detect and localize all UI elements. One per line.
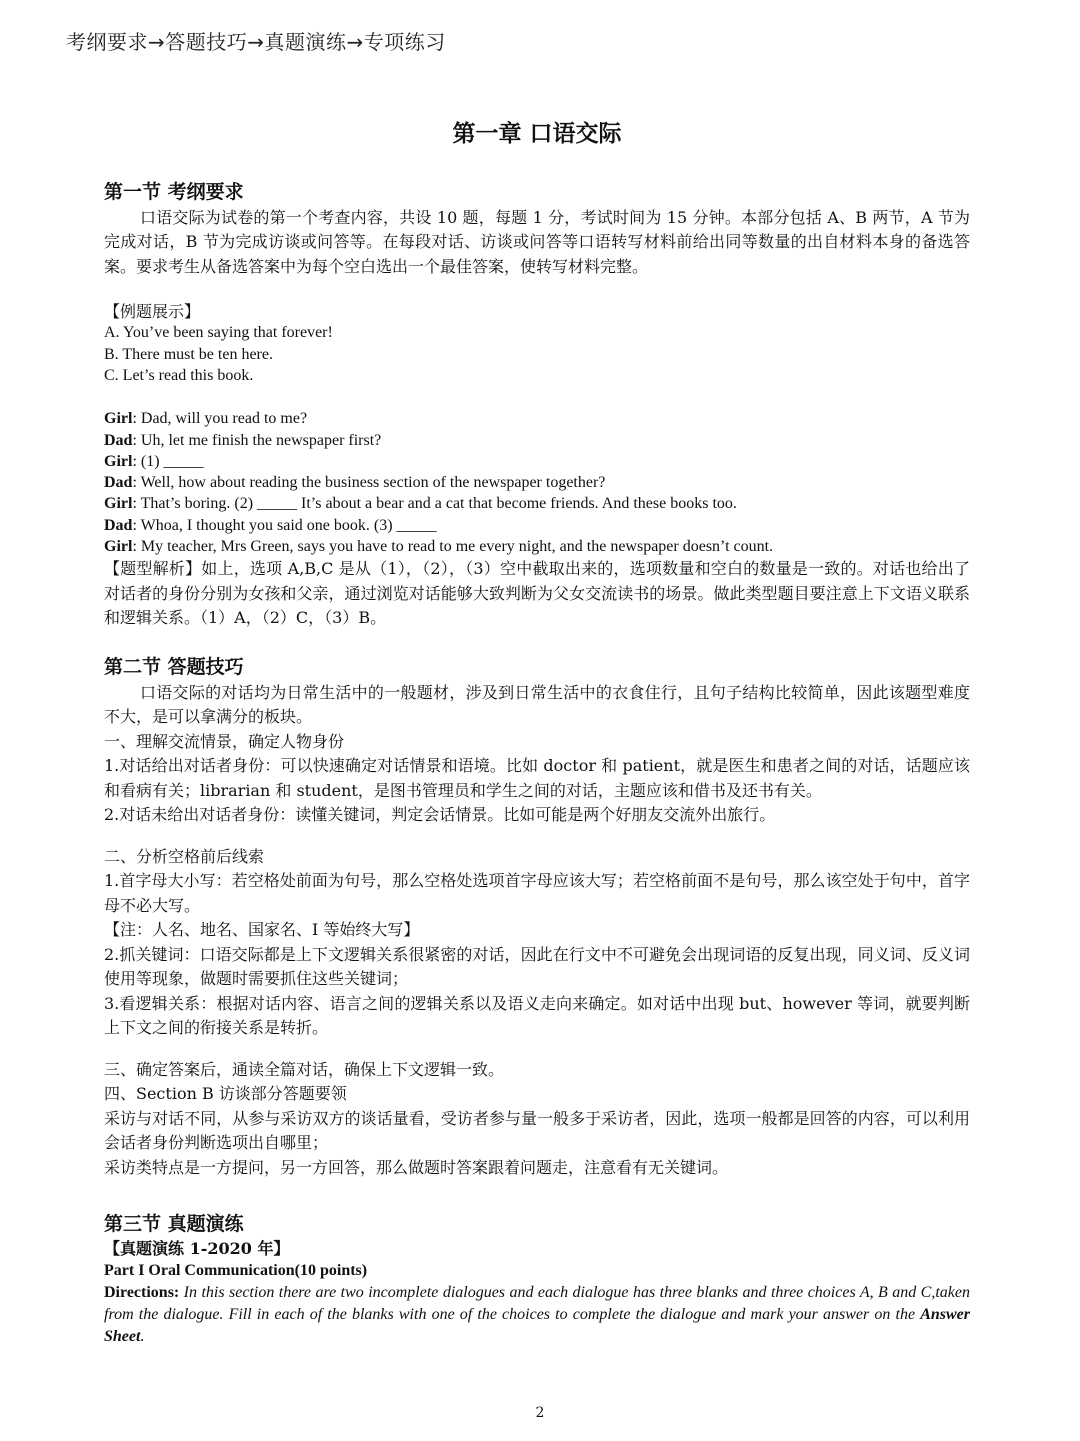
dialogue-line (104, 408, 970, 429)
tip2-item2: 2.抓关键词：口语交际都是上下文逻辑关系很紧密的对话，因此在行文中不可避免会出现词语的反复出现，同义词、反义词使用等现象，做题时需要抓住这些关键词； (104, 944, 970, 989)
directions-end: . (140, 1328, 145, 1346)
tip2-note: 【注：人名、地名、国家名、I 等始终大写】 (104, 920, 420, 940)
directions-text: In this section there are two incomplete dialogues and each dialogue has three blanks and three choices A, B and C,taken from the dialogue. Fill in each of the blanks with one of the choices to complete the dialogue and mark your answer on the (104, 1284, 970, 1324)
document-page (104, 120, 970, 1348)
utterance: : (1) _____ (132, 452, 204, 470)
page-number: 2 (535, 1405, 545, 1421)
option-a: A. You’ve been saying that forever! (104, 324, 333, 342)
dialogue-line (104, 451, 970, 472)
utterance: : That’s boring. (2) _____ It’s about a bear and a cat that become friends. And these books too. (132, 495, 737, 513)
tip2-item1: 1.首字母大小写：若空格处前面为句号，那么空格处选项首字母应该大写；若空格前面不是句号，那么该空处于句中，首字母不必大写。 (104, 871, 970, 915)
section1-intro: 口语交际为试卷的第一个考查内容，共设 10 题，每题 1 分，考试时间为 15 分钟。本部分包括 A、B 两节，A 节为完成对话，B 节为完成访谈或问答等。在每段对话、访谈或问答等口语转写材料前给出同等数量的出自材料本身的备选答案。要求考生从备选答案中为每个空白选出一个最佳答案，使转写材料完整。 (104, 207, 970, 276)
exercise-label: 【真题演练 1-2020 年】 (104, 1239, 290, 1259)
dialogue-line (104, 430, 970, 451)
tip4-para1: 采访与对话不同，从参与采访双方的谈话量看，受访者参与量一般多于采访者，因此，选项一般都是回答的内容，可以利用会话者身份判断选项出自哪里； (104, 1108, 970, 1153)
chapter-title: 第一章 口语交际 (452, 120, 622, 147)
tip4-title: 四、Section B 访谈部分答题要领 (104, 1084, 347, 1104)
speaker: Dad (104, 431, 133, 449)
tip2-title: 二、分析空格前后线索 (104, 846, 265, 866)
speaker: Dad (104, 474, 133, 492)
example-dialogue (104, 408, 970, 557)
tip3-title: 三、确定答案后，通读全篇对话，确保上下文逻辑一致。 (104, 1059, 505, 1079)
tip1-title: 一、理解交流情景，确定人物身份 (104, 731, 345, 751)
tip1-item1: 1.对话给出对话者身份：可以快速确定对话情景和语境。比如 doctor 和 patient，就是医生和患者之间的对话，话题应该和看病有关；librarian 和 student，是图书管理员和学生之间的对话，主题应该和借书及还书有关。 (104, 756, 970, 800)
utterance: : My teacher, Mrs Green, says you have to read to me every night, and the newspaper doesn’t count. (132, 538, 774, 556)
utterance: : Uh, let me finish the newspaper first? (132, 431, 382, 449)
speaker: Girl (104, 495, 133, 513)
section1-heading: 第一节 考纲要求 (104, 180, 244, 203)
option-c: C. Let’s read this book. (104, 366, 254, 384)
utterance: : Well, how about reading the business section of the newspaper together? (132, 474, 606, 492)
header-breadcrumb: 考纲要求→答题技巧→真题演练→专项练习 (66, 30, 446, 54)
answer-sheet-term: Answer Sheet (104, 1306, 970, 1346)
dialogue-line (104, 515, 970, 536)
directions (104, 1282, 970, 1348)
question-analysis: 【题型解析】如上，选项 A,B,C 是从（1），（2），（3）空中截取出来的，选项数量和空白的数量是一致的。对话也给出了对话者的身份分别为女孩和父亲，通过浏览对话能够大致判断为父女交流读书的场景。做此类型题目要注意上下文语义联系和逻辑关系。（1）A，（2）C，（3）B。 (104, 559, 970, 628)
speaker: Girl (104, 452, 133, 470)
utterance: : Dad, will you read to me? (132, 410, 308, 428)
tip2-item3: 3.看逻辑关系：根据对话内容、语言之间的逻辑关系以及语义走向来确定。如对话中出现 but、however 等词，就要判断上下文之间的衔接关系是转折。 (104, 993, 970, 1038)
tip4-para2: 采访类特点是一方提问，另一方回答，那么做题时答案跟着问题走，注意看有无关键词。 (104, 1157, 729, 1177)
option-b: B. There must be ten here. (104, 345, 273, 363)
dialogue-line (104, 493, 970, 514)
section2-intro: 口语交际的对话均为日常生活中的一般题材，涉及到日常生活中的衣食住行，且句子结构比较简单，因此该题型难度不大，是可以拿满分的板块。 (104, 682, 970, 727)
example-label: 【例题展示】 (104, 302, 201, 322)
dialogue-line (104, 472, 970, 493)
directions-label: Directions: (104, 1284, 180, 1302)
speaker: Dad (104, 516, 133, 534)
speaker: Girl (104, 538, 133, 556)
tip1-item2: 2.对话未给出对话者身份：读懂关键词，判定会话情景。比如可能是两个好朋友交流外出旅行。 (104, 805, 776, 825)
speaker: Girl (104, 410, 133, 428)
part-title: Part I Oral Communication(10 points) (104, 1262, 368, 1280)
section3-heading: 第三节 真题演练 (104, 1213, 244, 1236)
dialogue-line (104, 536, 970, 557)
section2-heading: 第二节 答题技巧 (104, 655, 244, 678)
utterance: : Whoa, I thought you said one book. (3) _____ (132, 516, 437, 534)
